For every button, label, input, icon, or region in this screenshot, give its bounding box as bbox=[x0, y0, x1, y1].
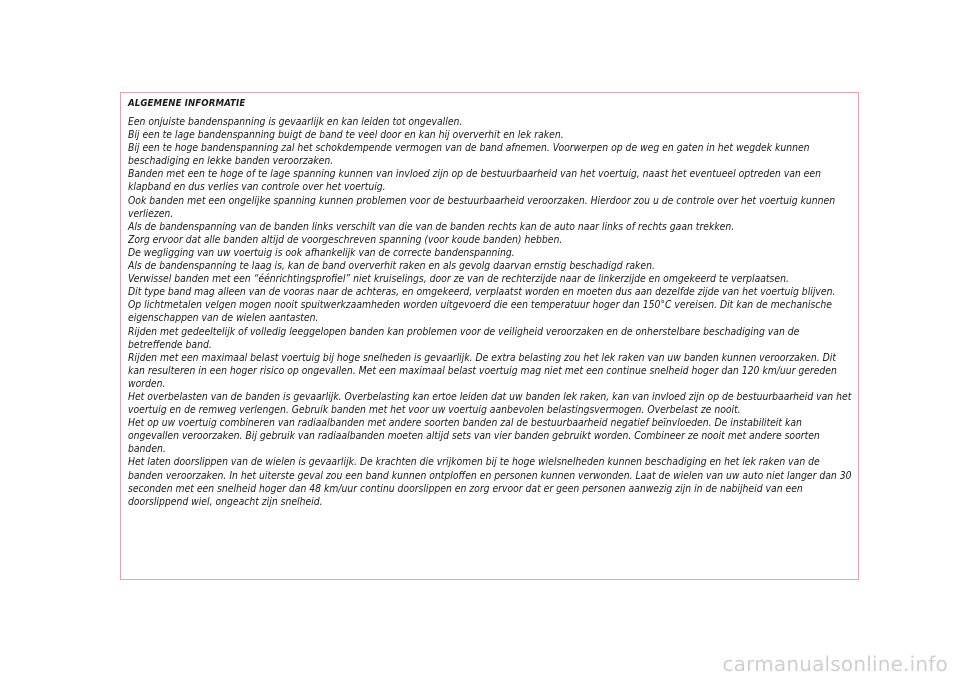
paragraph: Ook banden met een ongelijke spanning kunnen problemen voor de bestuurbaarheid veroorzaken. Hierdoor zou u de controle over het voertuig kunnen verliezen. bbox=[128, 194, 836, 220]
paragraph: Dit type band mag alleen van de vooras naar de achteras, en omgekeerd, verplaatst worden en moeten dus aan dezelfde zijde van het voertuig blijven. bbox=[128, 286, 836, 299]
paragraph: Op lichtmetalen velgen mogen nooit spuitwerkzaamheden worden uitgevoerd die een temperatuur hoger dan 150°C vereisen. Dit kan de mechanische eigenschappen van de wielen aantasten. bbox=[128, 299, 832, 325]
paragraph: Het laten doorslippen van de wielen is gevaarlijk. De krachten die vrijkomen bij te hoge wielsnelheden kunnen beschadiging en het lek raken van de banden veroorzaken. In het uiterste geval zou een band kunnen ontploffen en personen kunnen verwonden. Laat de wielen van uw auto niet langer dan 30 seconden met een snelheid hoger dan 48 km/uur continu doorslippen en zorg ervoor dat er geen personen aanwezig zijn in de nabijheid van een doorslippend wiel, ongeacht zijn snelheid. bbox=[128, 456, 852, 508]
paragraph: Banden met een te hoge of te lage spanning kunnen van invloed zijn op de bestuurbaarheid van het voertuig, naast het eventueel optreden van een klapband en dus verlies van controle over het voertuig. bbox=[128, 168, 821, 194]
paragraph: Een onjuiste bandenspanning is gevaarlijk en kan leiden tot ongevallen. bbox=[128, 116, 463, 128]
paragraph: Het overbelasten van de banden is gevaarlijk. Overbelasting kan ertoe leiden dat uw banden lek raken, kan van invloed zijn op de bestuurbaarheid van het voertuig en de remweg verlengen. Gebruik banden met het voor uw voertuig aanbevolen belastingsvermogen. Overbelast ze nooit. bbox=[128, 390, 852, 417]
paragraph: Rijden met gedeeltelijk of volledig leeggelopen banden kan problemen voor de veiligheid veroorzaken en de onherstelbare beschadiging van de betreffende band. bbox=[128, 325, 800, 351]
paragraph: De wegligging van uw voertuig is ook afhankelijk van de correcte bandenspanning. bbox=[128, 246, 515, 259]
section-body bbox=[128, 116, 852, 509]
paragraph: Bij een te lage bandenspanning buigt de band te veel door en kan hij oververhit en lek raken. bbox=[128, 129, 564, 142]
info-box bbox=[120, 92, 859, 580]
paragraph: Zorg ervoor dat alle banden altijd de voorgeschreven spanning (voor koude banden) hebben. bbox=[128, 233, 563, 246]
paragraph: Als de bandenspanning van de banden links verschilt van die van de banden rechts kan de auto naar links of rechts gaan trekken. bbox=[128, 220, 735, 233]
section-heading: ALGEMENE INFORMATIE bbox=[128, 98, 246, 109]
watermark-text: carmanualsonline.info bbox=[722, 652, 948, 676]
paragraph: Verwissel banden met een “éénrichtingsprofiel” niet kruiselings, door ze van de rechterzijde naar de linkerzijde en omgekeerd te verplaatsen. bbox=[128, 273, 789, 286]
paragraph: Rijden met een maximaal belast voertuig bij hoge snelheden is gevaarlijk. De extra belasting zou het lek raken van uw banden kunnen veroorzaken. Dit kan resulteren in een hoger risico op ongevallen. Met een maximaal belast voertuig mag niet met een continue snelheid hoger dan 120 km/uur gereden worden. bbox=[128, 351, 837, 390]
paragraph: Als de bandenspanning te laag is, kan de band oververhit raken en als gevolg daarvan ernstig beschadigd raken. bbox=[128, 260, 655, 273]
paragraph: Bij een te hoge bandenspanning zal het schokdempende vermogen van de band afnemen. Voorwerpen op de weg en gaten in het wegdek kunnen beschadiging en lekke banden veroorzaken. bbox=[128, 142, 810, 168]
paragraph: Het op uw voertuig combineren van radiaalbanden met andere soorten banden zal de bestuurbaarheid negatief beïnvloeden. De instabiliteit kan ongevallen veroorzaken. Bij gebruik van radiaalbanden moeten altijd sets van vier banden gebruikt worden. Combineer ze nooit met andere soorten banden. bbox=[128, 417, 820, 456]
